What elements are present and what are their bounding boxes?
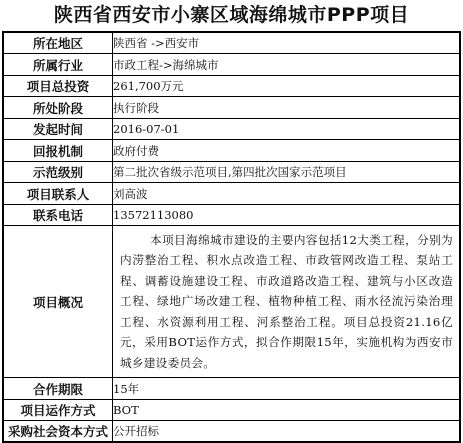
row-label-return-mechanism: 回报机制: [3, 140, 113, 162]
row-value-overview: 本项目海绵城市建设的主要内容包括12大类工程，分别为内涝整治工程、积水点改造工程、市政管网改造工程、泵站工程、调蓄设施建设工程、市政道路改造工程、建筑与小区改造工程、绿地广场改建工程、植物种植工程、雨水径流污染治理工程、水资源利用工程、河系整治工程。项目总投资21.16亿元，采用BOT运作方式，拟合作期限15年，实施机构为西安市城乡建设委员会。: [113, 226, 461, 378]
table-row: [3, 54, 460, 76]
page-title: 陕西省西安市小寨区域海绵城市PPP项目: [53, 4, 410, 26]
table-row: [3, 226, 460, 378]
row-label-total-investment: 项目总投资: [3, 76, 113, 97]
row-value-cooperation-period: 15年: [113, 378, 461, 400]
table-row: [3, 32, 460, 54]
table-row: [3, 162, 460, 183]
row-value-demo-level: 第二批次省级示范项目,第四批次国家示范项目: [113, 162, 461, 183]
table-row: [3, 421, 460, 443]
row-value-contact-person: 刘高波: [113, 183, 461, 205]
row-label-demo-level: 示范级别: [3, 162, 113, 183]
row-value-total-investment: 261,700万元: [113, 76, 461, 97]
row-value-stage: 执行阶段: [113, 97, 461, 119]
row-label-contact-person: 项目联系人: [3, 183, 113, 205]
table-row: [3, 119, 460, 140]
project-info-table: [2, 31, 461, 443]
row-label-operation-mode: 项目运作方式: [3, 400, 113, 421]
row-label-phone: 联系电话: [3, 205, 113, 226]
row-label-procurement-method: 采购社会资本方式: [3, 421, 113, 443]
table-row: [3, 97, 460, 119]
table-row: [3, 140, 460, 162]
table-row: [3, 76, 460, 97]
row-value-industry: 市政工程->海绵城市: [113, 54, 461, 76]
row-label-cooperation-period: 合作期限: [3, 378, 113, 400]
table-row: [3, 183, 460, 205]
row-value-return-mechanism: 政府付费: [113, 140, 461, 162]
row-label-industry: 所属行业: [3, 54, 113, 76]
row-value-phone: 13572113080: [113, 205, 461, 226]
table-row: [3, 205, 460, 226]
row-label-stage: 所处阶段: [3, 97, 113, 119]
row-value-operation-mode: BOT: [113, 400, 461, 421]
row-value-region: 陕西省 ->西安市: [113, 32, 461, 54]
row-value-launch-date: 2016-07-01: [113, 119, 461, 140]
row-value-procurement-method: 公开招标: [113, 421, 461, 443]
row-label-launch-date: 发起时间: [3, 119, 113, 140]
row-label-overview: 项目概况: [3, 226, 113, 378]
table-row: [3, 378, 460, 400]
row-label-region: 所在地区: [3, 32, 113, 54]
table-row: [3, 400, 460, 421]
